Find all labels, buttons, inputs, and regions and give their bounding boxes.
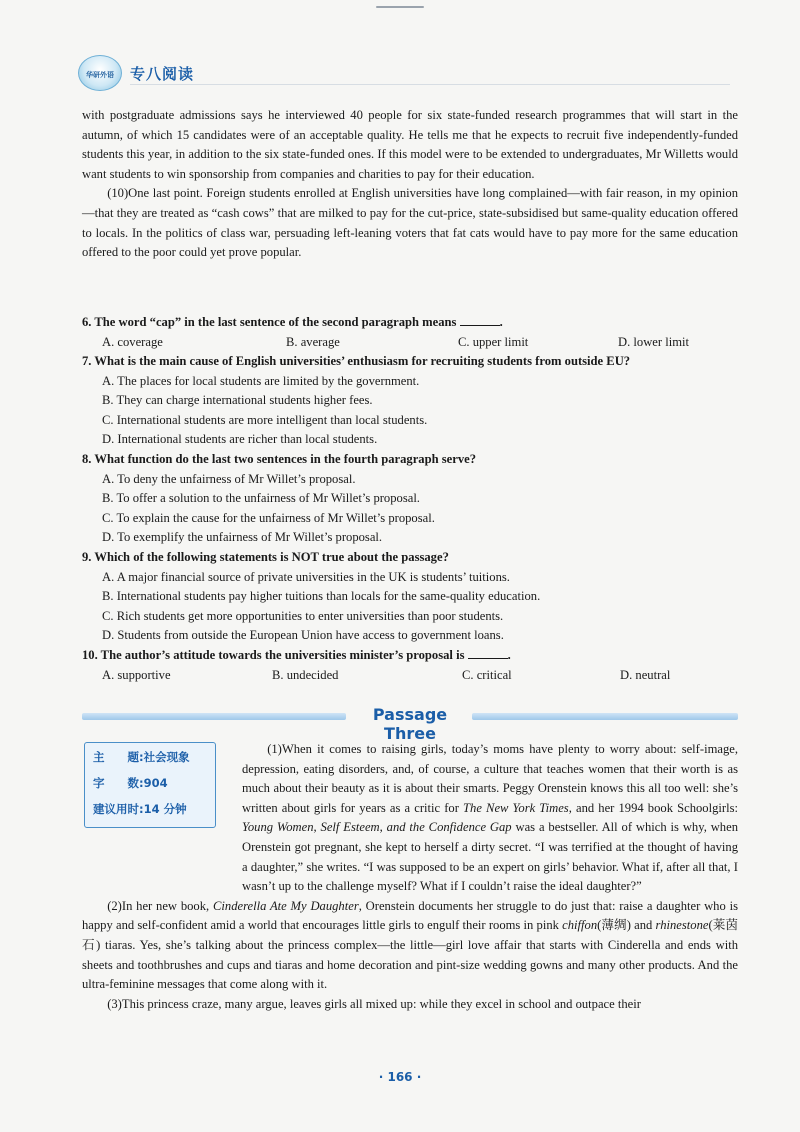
option-d: D. neutral [620,667,671,682]
publisher-logo [78,55,122,91]
passage-banner [82,705,738,743]
paragraph-10: (10)One last point. Foreign students enrolled at English universities have long complained—with fair reason, in my opinion—that they are treated as “cash cows” that are milked to pay for the cut-price, state-subsidised but same-quality education offered to locals. In the politics of class war, persuading left-leaning voters that fat cats would have to pay more for the same education offered to the poor could yet prove popular. [82,186,738,260]
answer-blank [460,313,500,326]
banner-bar-right [472,713,738,720]
section-title: 专八阅读 [130,64,195,83]
option-b: B. They can charge international students higher fees. [102,393,373,408]
time-row: 建议用时:14 分钟 [93,802,187,816]
option-a: A. A major financial source of private universities in the UK is students’ tuitions. [102,569,510,584]
question-stem: 8. What function do the last two sentences in the fourth paragraph serve? [82,452,477,466]
question-6 [82,313,742,352]
option-a: A. The places for local students are limited by the government. [102,373,420,388]
option-c: C. critical [462,667,512,682]
option-c: C. upper limit [458,334,529,349]
logo-text: 华研外语 [86,71,114,79]
option-a: A. To deny the unfairness of Mr Willet’s proposal. [102,471,356,486]
paragraph-3: (3)This princess craze, many argue, leaves girls all mixed up: while they excel in school and outpace their [107,996,641,1011]
options-row [82,666,742,686]
option-d: D. lower limit [618,334,690,349]
question-stem: 7. What is the main cause of English universities’ enthusiasm for recruiting students from outside EU? [82,354,631,368]
option-d: D. Students from outside the European Union have access to government loans. [102,628,504,643]
option-b: B. undecided [272,667,339,682]
banner-bar-left [82,713,346,720]
paragraph-2: (2)In her new book, Cinderella Ate My Daughter, Orenstein documents her struggle to do just that: raise a daughter who is happy and self-confident amid a world that encourages little girls to engulf their rooms in pink chiffon(薄绸) and rhinestone(莱茵石) tiaras. Yes, she’s talking about the princess complex—the little—girl love affair that starts with Cinderella and ends with sheets and toothbrushes and cups and tiaras and home decoration and pint-size wedding gowns and many other products. And the ultra-feminine messages that come along with it. [82,898,738,992]
option-b: B. International students pay higher tuitions than locals for the same-quality education. [102,589,541,604]
header-divider [130,84,730,85]
paragraph-continued: with postgraduate admissions says he interviewed 40 people for six state-funded research programmes that will start in the autumn, of which 15 candidates were of an acceptable quality. He tells me that he expects to recruit five independently-funded students this year, in addition to the six state-funded ones. If this model were to be extended to undergraduates, Mr Willetts would want students to win sponsorship from companies and charities to pay for their education. [82,108,738,181]
paragraph-1-wrapped: (1)When it comes to raising girls, today’s moms have plenty to worry about: self-image, depression, eating disorders, and, of course, a culture that teaches women that their worth is as much about their beauty as it is about their smarts. Peggy Orenstein knows this all too well: she’s written about girls for years as a critic for The New York Times, and her 1994 book Schoolgirls: Young Women, Self Esteem, and the Confidence Gap was a bestseller. All of which is why, when Orenstein got pregnant, she kept to herself a dirty secret. “I was terrified at the thought of having a daughter,” she writes. “I was supposed to be an expert on girls’ behavior. What if, after all that, I wasn’t up to the challenge myself? What if I couldn’t raise the ideal daughter?” [242,742,738,894]
passage-three-text [82,740,738,1014]
passage-two-end [82,106,738,263]
question-10 [82,646,742,685]
question-9 [82,548,742,646]
topic-row: 主 题:社会现象 [93,750,190,764]
question-stem: 6. The word “cap” in the last sentence of the second paragraph means . [82,315,503,329]
word-count-row: 字 数:904 [93,776,168,790]
answer-blank [468,646,508,659]
option-d: D. To exemplify the unfairness of Mr Willet’s proposal. [102,530,383,545]
option-a: A. coverage [102,334,163,349]
top-decoration [376,6,424,8]
passage-title: Passage Three [372,705,448,743]
question-stem: 10. The author’s attitude towards the universities minister’s proposal is . [82,648,511,662]
option-b: B. average [286,334,340,349]
option-c: C. To explain the cause for the unfairness of Mr Willet’s proposal. [102,510,435,525]
question-8 [82,450,742,548]
option-c: C. International students are more intelligent than local students. [102,412,428,427]
paragraph-1 [82,740,738,897]
options-row [82,333,742,353]
page-number: · 166 · [378,1070,422,1084]
question-7 [82,352,742,450]
question-stem: 9. Which of the following statements is NOT true about the passage? [82,550,449,564]
option-b: B. To offer a solution to the unfairness of Mr Willet’s proposal. [102,491,420,506]
option-c: C. Rich students get more opportunities to enter universities than poor students. [102,608,504,623]
option-a: A. supportive [102,667,171,682]
option-d: D. International students are richer than local students. [102,432,378,447]
